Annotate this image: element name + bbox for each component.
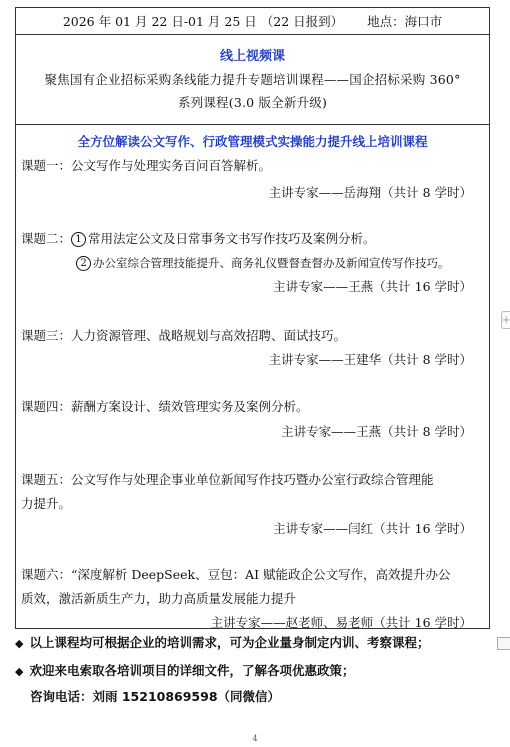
date-range: 2026 年 01 月 22 日-01 月 25 日 （22 日报到） <box>62 14 344 29</box>
online-course-title: 线上视频课 <box>219 49 285 64</box>
note-2-text: 欢迎来电索取各培训项目的详细文件，了解各项优惠政策； <box>29 663 355 678</box>
diamond-bullet-icon: ◆ <box>15 665 24 678</box>
topic-1-text: 课题一：公文写作与处理实务百问百答解析。 <box>21 158 272 173</box>
topic-5-line-1: 课题五：公文写作与处理企事业单位新闻写作技巧暨办公室行政综合管理能 <box>21 472 434 487</box>
online-desc-line-1: 聚焦国有企业招标采购条线能力提升专题培训课程——国企招标采购 360° <box>44 72 461 87</box>
note-1 <box>15 633 429 651</box>
contact-info: 咨询电话：刘雨 15210869598（同微信） <box>30 689 281 704</box>
topic-5-expert: 主讲专家——闫红（共计 16 学时） <box>273 521 472 536</box>
expand-handle[interactable] <box>501 311 510 329</box>
note-2 <box>15 661 354 679</box>
topic-3-text: 课题三：人力资源管理、战略规划与高效招聘、面试技巧。 <box>21 328 347 343</box>
online-course-description <box>20 68 485 114</box>
note-1-text: 以上课程均可根据企业的培训需求，可为企业量身制定内训、考察课程； <box>29 635 430 650</box>
topic-2-expert: 主讲专家——王燕（共计 16 学时） <box>273 279 472 294</box>
topic-2-line-1 <box>21 230 376 248</box>
topics-title: 全方位解读公文写作、行政管理模式实操能力提升线上培训课程 <box>77 134 428 149</box>
topic-5-line-2: 力提升。 <box>21 496 72 511</box>
topic-2-line-2 <box>76 254 450 272</box>
page-number: 4 <box>252 734 258 743</box>
location: 地点：海口市 <box>367 14 443 29</box>
topic-2-item-2: 办公室综合管理技能提升、商务礼仪暨督查督办及新闻宣传写作技巧。 <box>93 256 450 270</box>
topic-3-expert: 主讲专家——王建华（共计 8 学时） <box>268 352 472 367</box>
topic-4-text: 课题四：薪酬方案设计、绩效管理实务及案例分析。 <box>21 399 309 414</box>
circled-number-1: 1 <box>71 232 86 247</box>
online-course-row <box>16 35 489 125</box>
topics-section <box>16 125 489 630</box>
course-table <box>15 7 490 629</box>
topic-6-line-2: 质效，激活新质生产力，助力高质量发展能力提升 <box>21 591 297 606</box>
topic-4-expert: 主讲专家——王燕（共计 8 学时） <box>281 424 472 439</box>
topic-6-expert: 主讲专家——赵老师、易老师（共计 16 学时） <box>210 615 472 630</box>
plus-icon: + <box>502 315 510 326</box>
topic-2-item-1: 常用法定公文及日常事务文书写作技巧及案例分析。 <box>88 231 376 246</box>
topic-6-line-1: 课题六：“深度解析 DeepSeek、豆包：AI 赋能政企公文写作，高效提升办公 <box>21 567 451 582</box>
resize-handle[interactable] <box>497 637 510 650</box>
topic-2-prefix: 课题二： <box>21 231 72 246</box>
diamond-bullet-icon: ◆ <box>15 637 24 650</box>
online-desc-line-2: 系列课程(3.0 版全新升级) <box>177 95 328 110</box>
circled-number-2: 2 <box>76 256 91 271</box>
topic-1-expert: 主讲专家——岳海翔（共计 8 学时） <box>268 185 472 200</box>
date-location-row <box>16 8 489 35</box>
